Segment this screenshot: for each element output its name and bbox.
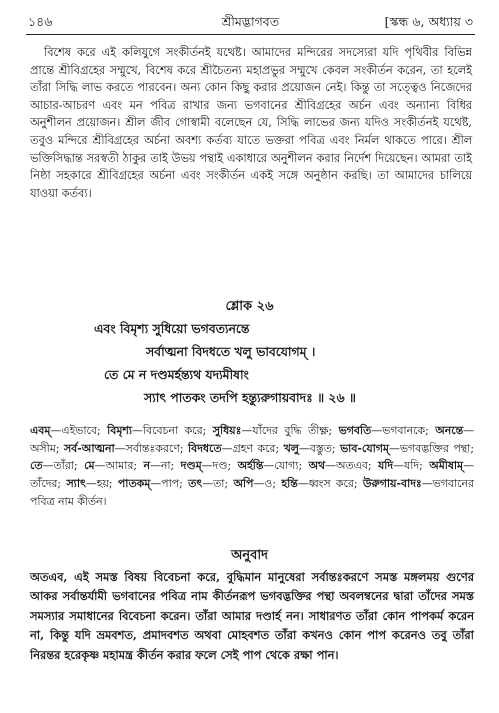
synonym-entry: ন—না; — [143, 459, 181, 473]
verse-heading: শ্লোক ২৬ — [225, 299, 274, 314]
verse-line: তে মে ন দণ্ডমর্হন্ত্যথ যদ্যমীষাং — [104, 367, 249, 382]
synonym-entry: বিদধতে—গ্রহণ করে; — [188, 441, 284, 455]
synonym-word: এবম্ — [30, 424, 51, 437]
synonym-entry: উরুগায়-বাদঃ—ভগবানের পবিত্র নাম কীর্তন। — [30, 477, 474, 508]
synonym-entry: খলু—বস্তুত; — [283, 441, 341, 455]
purport-paragraph: বিশেষ করে এই কলিযুগে সংকীর্তনই যথেষ্ট। আমাদের মন্দিরের সদস্যেরা যদি পৃথিবীর বিভিন্ন প্রান্তে শ্রীবিগ্রহের সম্মুখে, বিশেষ করে শ্রীচৈতন্য মহাপ্রভুর সম্মুখে কেবল সংকীর্তন করেন, তা হলেই তাঁরা সিদ্ধি লাভ করতে পারবেন। অন্য কোন কিছু করার প্রয়োজন নেই। কিন্তু তা সত্ত্বেও নিজেদের আচার-আচরণ এবং মন পবিত্র রাখার জন্য ভগবানের শ্রীবিগ্রহের অর্চন এবং অন্যান্য বিধির অনুশীলন প্রয়োজন। শ্রীল জীব গোস্বামী বলেছেন যে, সিদ্ধি লাভের জন্য যদিও সংকীর্তনই যথেষ্ট, তবুও মন্দিরে শ্রীবিগ্রহের অর্চনা অবশ্য কর্তব্য যাতে ভক্তরা পবিত্র এবং নির্মল থাকতে পারে। শ্রীল ভক্তিসিদ্ধান্ত সরস্বতী ঠাকুর তাই উভয় পন্থাই একাধারে অনুশীলন করার নির্দেশ দিয়েছেন। আমরা তাই নিষ্ঠা সহকারে শ্রীবিগ্রহের অর্চনা এবং সংকীর্তন একই সঙ্গে অনুষ্ঠান করছি। তা আমাদের চালিয়ে যাওয়া কর্তব্য। — [30, 46, 472, 200]
synonym-meaning: তাঁদের — [30, 477, 58, 491]
synonym-word: যদি — [378, 459, 394, 473]
synonym-entry: পাতকম্—পাপ; — [117, 477, 189, 491]
synonym-entry: দণ্ডম্—দণ্ড; — [180, 459, 238, 473]
translation-heading: অনুবাদ — [231, 548, 268, 563]
synonym-entry: অথ—অতএব; — [308, 459, 379, 473]
synonym-word: অথ — [308, 459, 326, 473]
synonym-word: দণ্ডম্ — [180, 459, 202, 473]
synonym-meaning: বিবেচনা করে — [142, 424, 203, 437]
synonym-entry: অমীষাম্—তাঁদের; — [30, 459, 474, 491]
synonym-meaning: গ্রহণ করে — [232, 441, 276, 455]
synonym-word: তে — [30, 459, 43, 473]
synonym-word: অমীষাম্ — [429, 459, 464, 473]
synonym-meaning: পাপ — [161, 477, 180, 491]
word-for-word-synonyms — [30, 422, 474, 511]
synonym-word: খলু — [283, 441, 299, 455]
synonym-meaning: এইভাবে — [61, 424, 97, 437]
synonym-word: সর্ব-আত্মনা — [63, 441, 115, 455]
synonym-meaning: ও — [264, 477, 273, 491]
synonym-word: ভাব-যোগম্ — [340, 441, 389, 455]
translation-section — [30, 568, 474, 665]
synonym-meaning: তাঁরা — [53, 459, 74, 473]
synonym-entry: ভাব-যোগম্—ভগবদ্ভক্তির পন্থা; — [340, 441, 475, 455]
synonym-word: স্যাৎ — [66, 477, 86, 491]
synonym-entry: হন্তি—ধ্বংস করে; — [281, 477, 363, 491]
purport-section — [30, 44, 472, 202]
verse-line: স্যাৎ পাতকং তদপি হন্ত্যুরুগায়বাদঃ ॥ ২৬ ॥ — [144, 390, 356, 405]
synonym-word: বিমৃশ্য — [107, 424, 132, 437]
synonym-meaning: অতএব — [335, 459, 368, 473]
synonym-entry: অর্হন্তি—যোগ্য; — [237, 459, 309, 473]
synonym-word: উরুগায়-বাদঃ — [362, 477, 422, 491]
synonym-word: পাতকম্ — [117, 477, 151, 491]
synonym-entry: অপি—ও; — [233, 477, 282, 491]
synonym-meaning: সর্বান্তঃকরণে — [125, 441, 180, 455]
synonym-entry: অনন্তে—অসীম; — [30, 424, 474, 455]
synonym-meaning: না — [160, 459, 171, 473]
synonym-word: সুধিয়ঃ — [212, 424, 242, 437]
synonym-word: অপি — [233, 477, 254, 491]
synonym-entry: বিমৃশ্য—বিবেচনা করে; — [107, 424, 213, 437]
synonym-entry: তে—তাঁরা; — [30, 459, 85, 473]
page-number: ১৪৬ — [28, 14, 53, 29]
sanskrit-verse — [0, 317, 499, 409]
synonym-meaning: যাঁদের বুদ্ধি তীক্ষ্ণ — [252, 424, 329, 437]
book-title: শ্রীমদ্ভাগবত — [221, 14, 280, 29]
page-header — [28, 14, 473, 32]
synonym-entry: সুধিয়ঃ—যাঁদের বুদ্ধি তীক্ষ্ণ; — [212, 424, 339, 437]
synonym-meaning: তা — [213, 477, 225, 491]
synonym-entry: তৎ—তা; — [188, 477, 234, 491]
synonym-meaning: যোগ্য — [274, 459, 299, 473]
synonym-entry: ভগবতি—ভগবানকে; — [338, 424, 436, 437]
synonym-entry: সর্ব-আত্মনা—সর্বান্তঃকরণে; — [63, 441, 189, 455]
synonym-entry: এবম্—এইভাবে; — [30, 424, 108, 437]
synonym-meaning: ভগবানের পবিত্র নাম কীর্তন — [30, 477, 474, 508]
synonym-word: অনন্তে — [435, 424, 464, 437]
synonym-word: বিদধতে — [188, 441, 222, 455]
synonym-meaning: হয় — [96, 477, 109, 491]
synonym-meaning: যদি — [404, 459, 420, 473]
chapter-reference: [স্কন্ধ ৬, অধ্যায় ৩ — [384, 14, 473, 29]
synonym-word: অর্হন্তি — [237, 459, 264, 473]
synonym-word: ন — [143, 459, 150, 473]
synonym-word: তৎ — [188, 477, 203, 491]
synonym-word: মে — [84, 459, 95, 473]
synonym-word: হন্তি — [281, 477, 298, 491]
synonym-entry: যদি—যদি; — [378, 459, 430, 473]
synonym-entry: মে—আমার; — [84, 459, 144, 473]
synonym-meaning: ভগবদ্ভক্তির পন্থা — [399, 441, 471, 455]
synonym-meaning: ধ্বংস করে — [308, 477, 354, 491]
synonym-entry: স্যাৎ—হয়; — [66, 477, 118, 491]
synonym-meaning: ভগবানকে — [382, 424, 426, 437]
header-divider — [26, 34, 475, 35]
synonym-meaning: আমার — [105, 459, 134, 473]
translation-text: অতএব, এই সমস্ত বিষয় বিবেচনা করে, বুদ্ধিমান মানুষেরা সর্বান্তঃকরণে সমস্ত মঙ্গলময় গুণের আকর সর্বান্তর্যামী ভগবানের পবিত্র নাম কীর্তনরূপ ভগবদ্ভক্তির পন্থা অবলম্বনের দ্বারা তাঁদের সমস্ত সমস্যার সমাধানের বিবেচনা করেন। তাঁরা আমার দণ্ডার্হ নন। সাধারণত তাঁরা কোন পাপকর্ম করেন না, কিন্তু যদি ভ্রমবশত, প্রমাদবশত অথবা মোহবশত তাঁরা কখনও কোন পাপ করেনও তবু তাঁরা নিরন্তর হরেকৃষ্ণ মহামন্ত্র কীর্তন করার ফলে সেই পাপ থেকে রক্ষা পান। — [30, 570, 474, 662]
verse-line: সর্বাত্মনা বিদধতে খলু ভাবযোগম্ । — [146, 344, 316, 359]
synonym-meaning: দণ্ড — [212, 459, 228, 473]
synonym-meaning: বস্তুত — [309, 441, 332, 455]
verse-line: এবং বিমৃশ্য সুধিয়ো ভগবত্যনন্তে — [94, 321, 250, 336]
synonym-word: ভগবতি — [338, 424, 372, 437]
synonym-meaning: অসীম — [30, 441, 56, 455]
